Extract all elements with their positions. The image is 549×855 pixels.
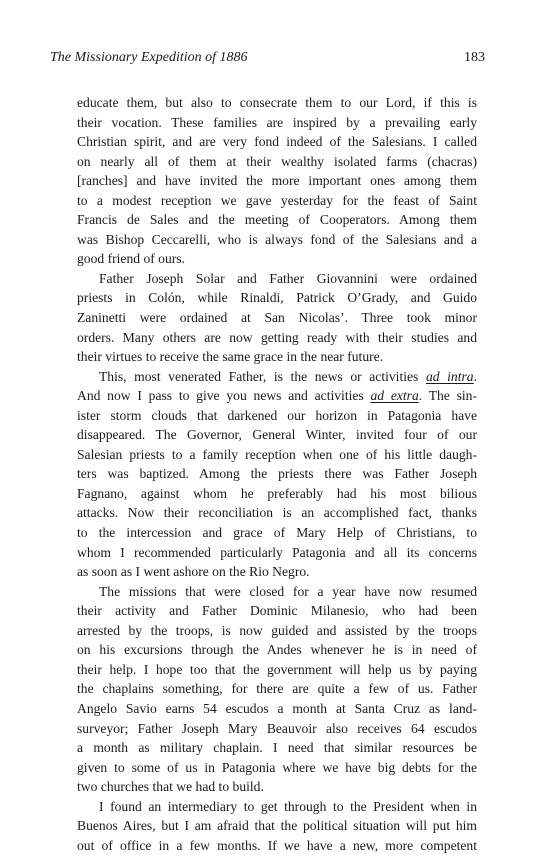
- body-text: [77, 93, 477, 855]
- text-line: The missions that were closed for a year have now resumed: [99, 583, 477, 599]
- text-line: was Bishop Ceccarelli, who is always fond of the Salesians and a: [77, 231, 477, 247]
- text-line: as soon as I went ashore on the Rio Negro.: [77, 564, 310, 580]
- text-line: Angelo Savio earns 54 escudos a month at Santa Cruz as land-: [77, 700, 477, 716]
- text-line: given to some of us in Patagonia where we have big debts for the: [77, 759, 477, 775]
- text-line: Zaninetti were ordained at San Nicolas’. Three took minor: [77, 310, 477, 326]
- ad-intra-term: ad intra: [425, 368, 474, 384]
- text-fragment: . The sin-: [418, 388, 477, 404]
- running-head: [50, 50, 485, 68]
- text-line: a month as military chaplain. I need that similar resources be: [77, 740, 477, 756]
- text-line: disappeared. The Governor, General Winter, invited four of our: [77, 427, 477, 443]
- text-line: two churches that we had to build.: [77, 779, 264, 795]
- paragraph: [77, 269, 477, 367]
- text-line: arrested by the troops, is now guided and assisted by the troops: [77, 622, 477, 638]
- text-line: to a modest reception we gave yesterday for the feast of Saint: [77, 192, 477, 208]
- text-line: [ranches] and have invited the more important ones among them: [77, 173, 477, 189]
- text-line: I found an intermediary to get through to the President when in: [99, 798, 477, 814]
- text-line: orders. Many others are now getting ready with their studies and: [77, 329, 477, 345]
- text-line: Salesian priests to a family reception when one of his little daugh-: [77, 446, 477, 462]
- text-line: ister storm clouds that darkened our horizon in Patagonia have: [77, 407, 477, 423]
- text-fragment: This, most venerated Father, is the news or activities: [99, 368, 426, 384]
- text-fragment: And now I pass to give you news and activities: [77, 388, 371, 404]
- paragraph: [77, 582, 477, 797]
- text-line: [77, 367, 477, 387]
- text-line: on his excursions through the Andes whenever he is in need of: [77, 642, 477, 658]
- text-line: their virtues to receive the same grace in the near future.: [77, 349, 384, 365]
- ad-extra-term: ad extra: [370, 388, 419, 404]
- paragraph: [77, 797, 477, 855]
- paragraph: [77, 93, 477, 269]
- text-line: out of office in a few months. If we have a new, more competent: [77, 837, 477, 853]
- text-line: their help. I hope too that the government will help us by paying: [77, 661, 477, 677]
- text-fragment: .: [473, 368, 477, 384]
- running-title: The Missionary Expedition of 1886: [50, 50, 248, 65]
- text-line: surveyor; Father Joseph Mary Beauvoir also receives 64 escudos: [77, 720, 477, 736]
- text-line: Father Joseph Solar and Father Giovannini were ordained: [99, 270, 477, 286]
- text-line: priests in Colón, while Rinaldi, Patrick O’Grady, and Guido: [77, 290, 477, 306]
- text-line: ters was baptized. Among the priests there was Father Joseph: [77, 466, 477, 482]
- text-line: Francis de Sales and the meeting of Cooperators. Among them: [77, 212, 477, 228]
- text-line: Fagnano, against whom he preferably had his most bilious: [77, 485, 477, 501]
- text-line: Christian spirit, and are very fond indeed of the Salesians. I called: [77, 134, 477, 150]
- text-line: [77, 386, 477, 406]
- text-line: on nearly all of them at their wealthy isolated farms (chacras): [77, 153, 477, 169]
- text-line: educate them, but also to consecrate them to our Lord, if this is: [77, 95, 477, 110]
- text-line: good friend of ours.: [77, 251, 185, 267]
- text-line: to the intercession and grace of Mary Help of Christians, to: [77, 525, 477, 541]
- text-line: Buenos Aires, but I am afraid that the political situation will put him: [77, 818, 477, 834]
- page-number: 183: [464, 50, 485, 65]
- text-line: whom I recommended particularly Patagonia and all its concerns: [77, 544, 477, 560]
- text-line: their vocation. These families are inspired by a prevailing early: [77, 114, 477, 130]
- text-line: attacks. Now their reconciliation is an accomplished fact, thanks: [77, 505, 477, 521]
- text-line: the chaplains something, for there are quite a few of us. Father: [77, 681, 477, 697]
- text-line: their activity and Father Dominic Milanesio, who had been: [77, 603, 477, 619]
- paragraph: [77, 367, 477, 582]
